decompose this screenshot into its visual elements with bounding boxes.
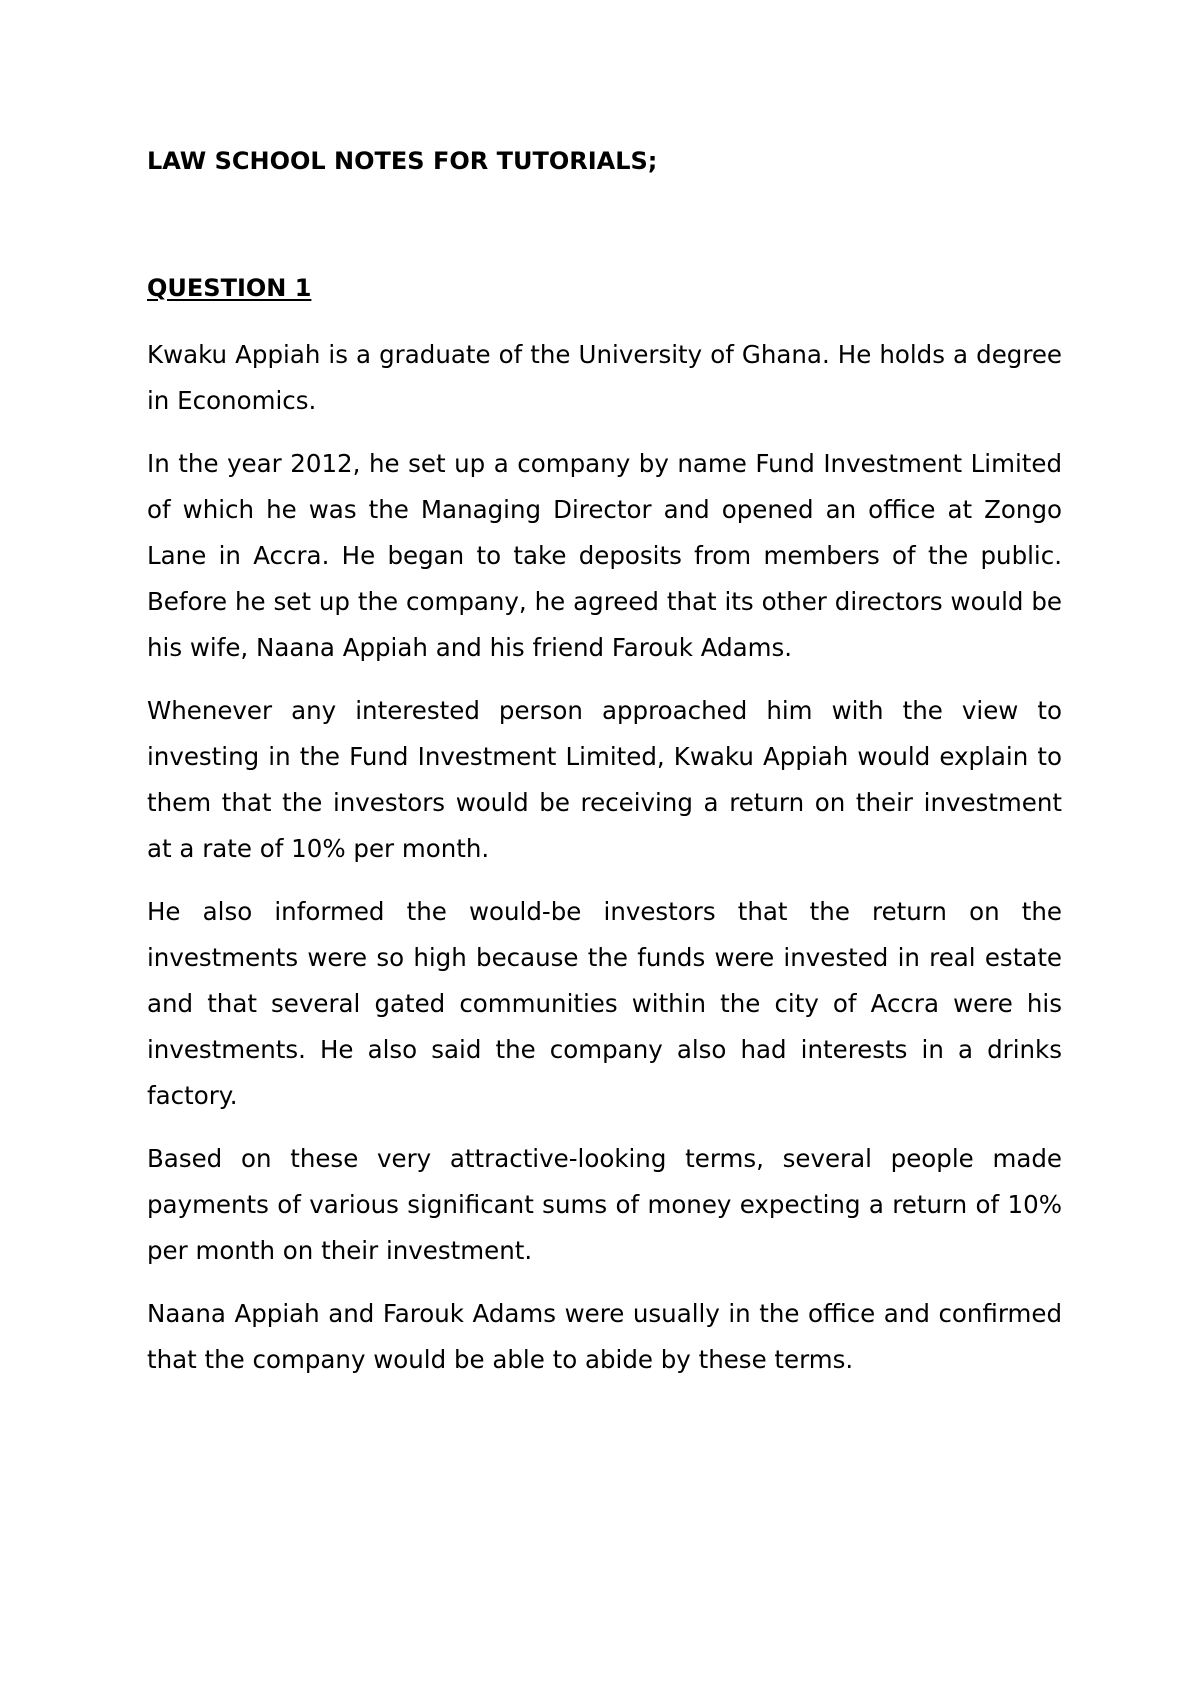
paragraph: Based on these very attractive-looking terms, several people made payments of various significant sums of money expecting a return of 10% per month on their investment. <box>147 1144 1062 1265</box>
question-heading: QUESTION 1 <box>147 274 312 302</box>
paragraph: He also informed the would-be investors that the return on the investments were so high because the funds were invested in real estate and that several gated communities within the city of Accra were his investments. He also said the company also had interests in a drinks factory. <box>147 897 1062 1110</box>
paragraph: Naana Appiah and Farouk Adams were usually in the office and confirmed that the company would be able to abide by these terms. <box>147 1299 1062 1374</box>
paragraph: Whenever any interested person approached him with the view to investing in the Fund Investment Limited, Kwaku Appiah would explain to them that the investors would be receiving a return on their investment at a rate of 10% per month. <box>147 696 1062 863</box>
paragraph: In the year 2012, he set up a company by name Fund Investment Limited of which he was the Managing Director and opened an office at Zongo Lane in Accra. He began to take deposits from members of the public. Before he set up the company, he agreed that its other directors would be his wife, Naana Appiah and his friend Farouk Adams. <box>147 449 1062 662</box>
question-body <box>147 332 1062 1400</box>
document-title: LAW SCHOOL NOTES FOR TUTORIALS; <box>147 147 658 175</box>
paragraph: Kwaku Appiah is a graduate of the University of Ghana. He holds a degree in Economics. <box>147 340 1062 415</box>
